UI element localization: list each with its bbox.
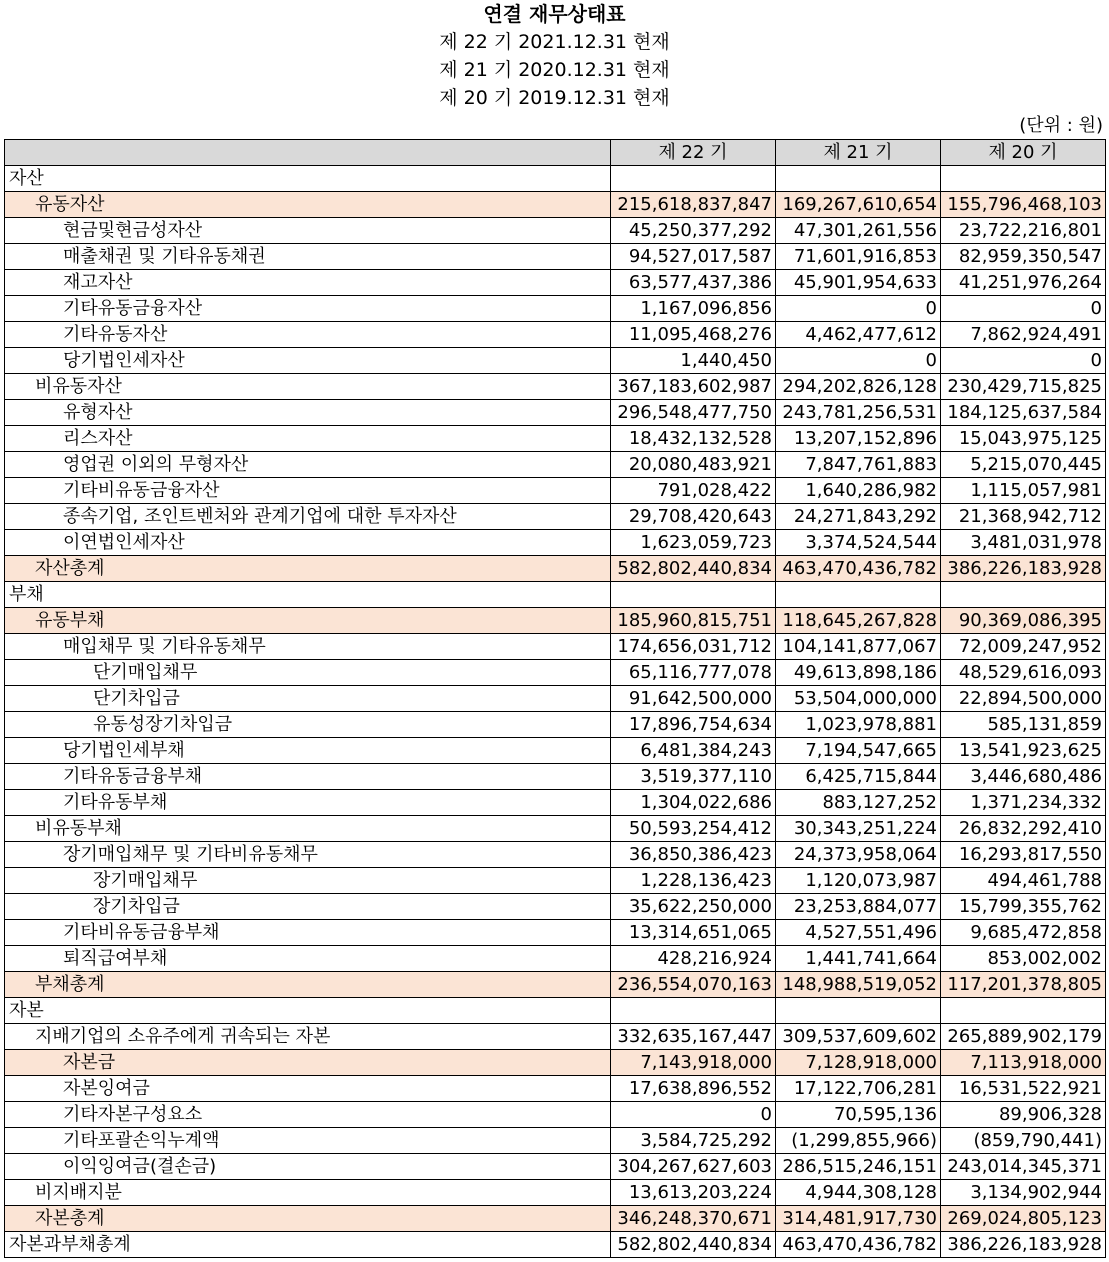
value-cell: 20,080,483,921	[611, 452, 776, 478]
value-cell: 71,601,916,853	[776, 244, 941, 270]
value-cell: 0	[941, 348, 1106, 374]
table-row	[5, 1102, 1106, 1128]
statement-title: 연결 재무상태표	[483, 2, 626, 26]
table-row	[5, 608, 1106, 634]
value-cell: 286,515,246,151	[776, 1154, 941, 1180]
account-label: 비지배지분	[5, 1180, 611, 1206]
value-cell: 11,095,468,276	[611, 322, 776, 348]
value-cell: 230,429,715,825	[941, 374, 1106, 400]
account-label: 자산	[5, 166, 611, 192]
value-cell: 16,531,522,921	[941, 1076, 1106, 1102]
account-label: 장기매입채무 및 기타비유동채무	[5, 842, 611, 868]
table-row	[5, 374, 1106, 400]
value-cell: 23,722,216,801	[941, 218, 1106, 244]
value-cell: 9,685,472,858	[941, 920, 1106, 946]
account-label: 단기차입금	[5, 686, 611, 712]
value-cell: 30,343,251,224	[776, 816, 941, 842]
value-cell: 185,960,815,751	[611, 608, 776, 634]
value-cell: 7,194,547,665	[776, 738, 941, 764]
account-label: 지배기업의 소유주에게 귀속되는 자본	[5, 1024, 611, 1050]
account-label: 재고자산	[5, 270, 611, 296]
value-cell: (859,790,441)	[941, 1128, 1106, 1154]
value-cell: 243,014,345,371	[941, 1154, 1106, 1180]
table-row	[5, 348, 1106, 374]
account-label: 기타유동자산	[5, 322, 611, 348]
value-cell: 0	[611, 1102, 776, 1128]
statement-header	[0, 0, 1109, 112]
value-cell: 1,228,136,423	[611, 868, 776, 894]
table-row	[5, 166, 1106, 192]
account-label: 영업권 이외의 무형자산	[5, 452, 611, 478]
value-cell: 367,183,602,987	[611, 374, 776, 400]
account-label: 매출채권 및 기타유동채권	[5, 244, 611, 270]
table-row	[5, 686, 1106, 712]
value-cell	[776, 582, 941, 608]
value-cell: 21,368,942,712	[941, 504, 1106, 530]
table-row	[5, 1154, 1106, 1180]
table-row	[5, 868, 1106, 894]
value-cell: 314,481,917,730	[776, 1206, 941, 1232]
header-cell-period-21: 제 21 기	[776, 140, 941, 166]
account-label: 현금및현금성자산	[5, 218, 611, 244]
value-cell: 236,554,070,163	[611, 972, 776, 998]
account-label: 기타유동금융부채	[5, 764, 611, 790]
account-label: 유동부채	[5, 608, 611, 634]
value-cell: 35,622,250,000	[611, 894, 776, 920]
account-label: 이연법인세자산	[5, 530, 611, 556]
value-cell	[941, 998, 1106, 1024]
account-label: 비유동부채	[5, 816, 611, 842]
value-cell: 7,113,918,000	[941, 1050, 1106, 1076]
account-label: 기타비유동금융자산	[5, 478, 611, 504]
value-cell: 1,023,978,881	[776, 712, 941, 738]
value-cell: 3,134,902,944	[941, 1180, 1106, 1206]
table-row	[5, 556, 1106, 582]
account-label: 퇴직급여부채	[5, 946, 611, 972]
table-row	[5, 712, 1106, 738]
table-row	[5, 192, 1106, 218]
table-row	[5, 920, 1106, 946]
value-cell: 50,593,254,412	[611, 816, 776, 842]
account-label: 당기법인세자산	[5, 348, 611, 374]
value-cell: 332,635,167,447	[611, 1024, 776, 1050]
account-label: 유동자산	[5, 192, 611, 218]
value-cell: 7,862,924,491	[941, 322, 1106, 348]
value-cell: 72,009,247,952	[941, 634, 1106, 660]
account-label: 자산총계	[5, 556, 611, 582]
period-line: 제 21 기 2020.12.31 현재	[439, 59, 670, 81]
value-cell: 3,481,031,978	[941, 530, 1106, 556]
value-cell: 7,128,918,000	[776, 1050, 941, 1076]
table-row	[5, 1050, 1106, 1076]
value-cell: (1,299,855,966)	[776, 1128, 941, 1154]
value-cell: 1,120,073,987	[776, 868, 941, 894]
value-cell: 117,201,378,805	[941, 972, 1106, 998]
value-cell: 47,301,261,556	[776, 218, 941, 244]
table-row	[5, 530, 1106, 556]
account-label: 장기차입금	[5, 894, 611, 920]
table-row	[5, 426, 1106, 452]
value-cell: 45,901,954,633	[776, 270, 941, 296]
value-cell: 296,548,477,750	[611, 400, 776, 426]
value-cell: 791,028,422	[611, 478, 776, 504]
value-cell: 169,267,610,654	[776, 192, 941, 218]
table-row	[5, 244, 1106, 270]
value-cell	[611, 582, 776, 608]
value-cell: 17,122,706,281	[776, 1076, 941, 1102]
account-label: 기타비유동금융부채	[5, 920, 611, 946]
table-row	[5, 738, 1106, 764]
value-cell: 49,613,898,186	[776, 660, 941, 686]
value-cell: 17,638,896,552	[611, 1076, 776, 1102]
account-label: 자본금	[5, 1050, 611, 1076]
value-cell: 70,595,136	[776, 1102, 941, 1128]
table-row	[5, 582, 1106, 608]
value-cell: 585,131,859	[941, 712, 1106, 738]
value-cell: 1,304,022,686	[611, 790, 776, 816]
value-cell: 0	[941, 296, 1106, 322]
value-cell: 215,618,837,847	[611, 192, 776, 218]
period-line: 제 22 기 2021.12.31 현재	[439, 31, 670, 53]
value-cell: 494,461,788	[941, 868, 1106, 894]
value-cell: 94,527,017,587	[611, 244, 776, 270]
value-cell: 13,314,651,065	[611, 920, 776, 946]
value-cell: 883,127,252	[776, 790, 941, 816]
value-cell: 3,374,524,544	[776, 530, 941, 556]
table-row	[5, 478, 1106, 504]
account-label: 단기매입채무	[5, 660, 611, 686]
value-cell: 4,527,551,496	[776, 920, 941, 946]
value-cell: 0	[776, 348, 941, 374]
value-cell: 1,371,234,332	[941, 790, 1106, 816]
value-cell: 29,708,420,643	[611, 504, 776, 530]
value-cell: 309,537,609,602	[776, 1024, 941, 1050]
value-cell: 463,470,436,782	[776, 1232, 941, 1258]
value-cell: 3,519,377,110	[611, 764, 776, 790]
value-cell: 4,462,477,612	[776, 322, 941, 348]
account-label: 자본총계	[5, 1206, 611, 1232]
value-cell: 428,216,924	[611, 946, 776, 972]
value-cell: 184,125,637,584	[941, 400, 1106, 426]
table-row	[5, 218, 1106, 244]
table-row	[5, 452, 1106, 478]
value-cell: 582,802,440,834	[611, 556, 776, 582]
value-cell: 13,613,203,224	[611, 1180, 776, 1206]
value-cell: 269,024,805,123	[941, 1206, 1106, 1232]
value-cell: 104,141,877,067	[776, 634, 941, 660]
value-cell	[941, 166, 1106, 192]
account-label: 부채	[5, 582, 611, 608]
value-cell: 24,373,958,064	[776, 842, 941, 868]
account-label: 기타유동부채	[5, 790, 611, 816]
table-row	[5, 998, 1106, 1024]
value-cell: 243,781,256,531	[776, 400, 941, 426]
table-row	[5, 790, 1106, 816]
account-label: 기타자본구성요소	[5, 1102, 611, 1128]
table-row	[5, 634, 1106, 660]
value-cell: 7,847,761,883	[776, 452, 941, 478]
value-cell	[611, 998, 776, 1024]
account-label: 자본	[5, 998, 611, 1024]
value-cell: 386,226,183,928	[941, 556, 1106, 582]
value-cell: 148,988,519,052	[776, 972, 941, 998]
value-cell: 346,248,370,671	[611, 1206, 776, 1232]
value-cell: 18,432,132,528	[611, 426, 776, 452]
table-body	[5, 166, 1106, 1258]
account-label: 리스자산	[5, 426, 611, 452]
account-label: 유형자산	[5, 400, 611, 426]
header-cell-period-22: 제 22 기	[611, 140, 776, 166]
table-row	[5, 1206, 1106, 1232]
value-cell: 294,202,826,128	[776, 374, 941, 400]
table-header-row	[5, 140, 1106, 166]
value-cell: 1,440,450	[611, 348, 776, 374]
account-label: 장기매입채무	[5, 868, 611, 894]
value-cell: 65,116,777,078	[611, 660, 776, 686]
table-row	[5, 972, 1106, 998]
table-row	[5, 1232, 1106, 1258]
value-cell: 1,167,096,856	[611, 296, 776, 322]
value-cell: 13,207,152,896	[776, 426, 941, 452]
table-row	[5, 1076, 1106, 1102]
table-row	[5, 322, 1106, 348]
header-cell-account	[5, 140, 611, 166]
value-cell: 3,446,680,486	[941, 764, 1106, 790]
value-cell	[776, 166, 941, 192]
account-label: 부채총계	[5, 972, 611, 998]
header-cell-period-20: 제 20 기	[941, 140, 1106, 166]
account-label: 종속기업, 조인트벤처와 관계기업에 대한 투자자산	[5, 504, 611, 530]
table-row	[5, 764, 1106, 790]
account-label: 자본잉여금	[5, 1076, 611, 1102]
value-cell: 15,043,975,125	[941, 426, 1106, 452]
account-label: 이익잉여금(결손금)	[5, 1154, 611, 1180]
value-cell: 1,640,286,982	[776, 478, 941, 504]
value-cell: 13,541,923,625	[941, 738, 1106, 764]
table-row	[5, 660, 1106, 686]
value-cell: 1,441,741,664	[776, 946, 941, 972]
table-row	[5, 946, 1106, 972]
value-cell: 63,577,437,386	[611, 270, 776, 296]
value-cell: 853,002,002	[941, 946, 1106, 972]
value-cell: 582,802,440,834	[611, 1232, 776, 1258]
value-cell: 174,656,031,712	[611, 634, 776, 660]
value-cell: 155,796,468,103	[941, 192, 1106, 218]
value-cell: 1,623,059,723	[611, 530, 776, 556]
value-cell: 90,369,086,395	[941, 608, 1106, 634]
value-cell: 265,889,902,179	[941, 1024, 1106, 1050]
value-cell: 7,143,918,000	[611, 1050, 776, 1076]
value-cell: 118,645,267,828	[776, 608, 941, 634]
value-cell: 4,944,308,128	[776, 1180, 941, 1206]
value-cell: 24,271,843,292	[776, 504, 941, 530]
value-cell: 3,584,725,292	[611, 1128, 776, 1154]
account-label: 매입채무 및 기타유동채무	[5, 634, 611, 660]
value-cell: 16,293,817,550	[941, 842, 1106, 868]
value-cell: 1,115,057,981	[941, 478, 1106, 504]
table-row	[5, 1024, 1106, 1050]
unit-label: (단위 : 원)	[1019, 115, 1103, 136]
table-row	[5, 1180, 1106, 1206]
value-cell: 463,470,436,782	[776, 556, 941, 582]
value-cell: 6,425,715,844	[776, 764, 941, 790]
value-cell: 5,215,070,445	[941, 452, 1106, 478]
value-cell: 15,799,355,762	[941, 894, 1106, 920]
account-label: 기타포괄손익누계액	[5, 1128, 611, 1154]
value-cell: 89,906,328	[941, 1102, 1106, 1128]
value-cell: 22,894,500,000	[941, 686, 1106, 712]
value-cell: 304,267,627,603	[611, 1154, 776, 1180]
value-cell: 23,253,884,077	[776, 894, 941, 920]
account-label: 기타유동금융자산	[5, 296, 611, 322]
account-label: 비유동자산	[5, 374, 611, 400]
value-cell: 26,832,292,410	[941, 816, 1106, 842]
value-cell: 48,529,616,093	[941, 660, 1106, 686]
period-line: 제 20 기 2019.12.31 현재	[439, 87, 670, 109]
table-row	[5, 816, 1106, 842]
value-cell: 17,896,754,634	[611, 712, 776, 738]
value-cell: 36,850,386,423	[611, 842, 776, 868]
value-cell	[941, 582, 1106, 608]
balance-sheet-table	[4, 139, 1106, 1258]
value-cell	[776, 998, 941, 1024]
table-row	[5, 842, 1106, 868]
value-cell: 6,481,384,243	[611, 738, 776, 764]
account-label: 유동성장기차입금	[5, 712, 611, 738]
value-cell: 53,504,000,000	[776, 686, 941, 712]
table-row	[5, 504, 1106, 530]
account-label: 자본과부채총계	[5, 1232, 611, 1258]
table-row	[5, 296, 1106, 322]
table-row	[5, 270, 1106, 296]
value-cell: 45,250,377,292	[611, 218, 776, 244]
value-cell: 91,642,500,000	[611, 686, 776, 712]
table-row	[5, 1128, 1106, 1154]
table-row	[5, 400, 1106, 426]
value-cell: 41,251,976,264	[941, 270, 1106, 296]
value-cell: 0	[776, 296, 941, 322]
value-cell: 386,226,183,928	[941, 1232, 1106, 1258]
table-row	[5, 894, 1106, 920]
value-cell	[611, 166, 776, 192]
value-cell: 82,959,350,547	[941, 244, 1106, 270]
account-label: 당기법인세부채	[5, 738, 611, 764]
